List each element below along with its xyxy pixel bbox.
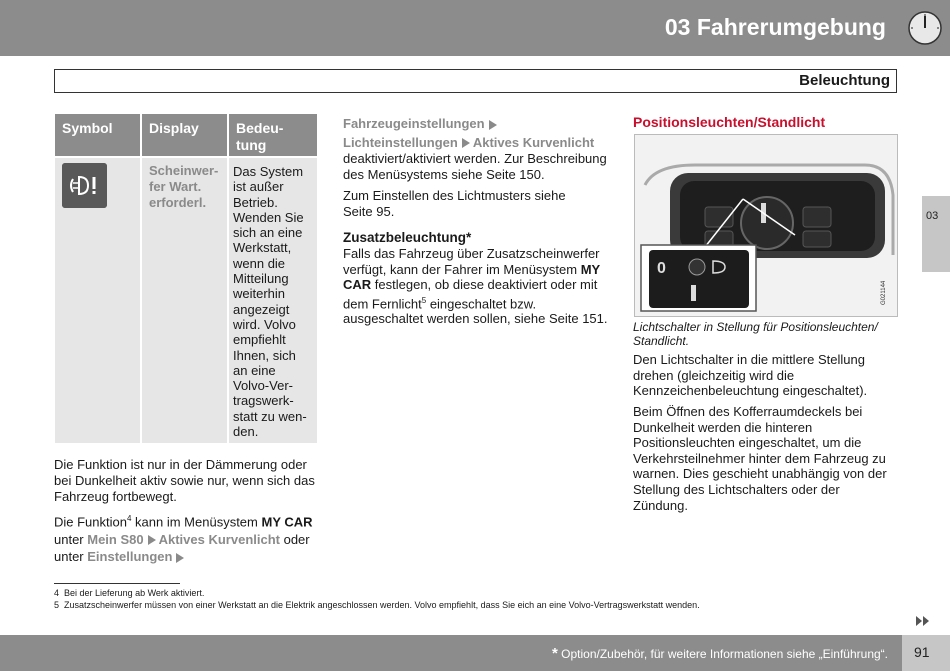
middle-paragraph-2: Zum Einstellen des Lichtmusters siehe Seite 95. [343, 188, 566, 219]
footnote: 5 Zusatzscheinwerfer müssen von einer Werkstatt an die Elektrik angeschlossen werden. Volvo empfiehlt, dass Sie eich an eine Volvo-Vertragswerkstatt wenden. [54, 600, 700, 610]
compass-icon [907, 10, 943, 46]
figure-code: G021144 [881, 280, 887, 305]
chapter-title: 03 Fahrerumgebung [664, 14, 886, 40]
meaning-text: Das System ist außer Betrieb. Wenden Sie sich an eine Werkstatt, wenn die Mitteilung weiterhin angezeigt wird. Volvo empfiehlt Ihnen, sich an eine Volvo-Ver- tragswerk- statt zu wen- den. [233, 164, 307, 440]
table-header-symbol: Symbol [55, 114, 140, 156]
page-number: 91 [914, 644, 930, 660]
right-paragraph-1: Den Lichtschalter in die mittlere Stellung drehen (gleichzeitig wird die Kennzeichenbeleuchtung eingeschaltet). [633, 352, 868, 399]
footnote: 4 Bei der Lieferung ab Werk aktiviert. [54, 588, 205, 598]
menu-path-link[interactable]: Einstellungen [87, 549, 173, 565]
light-switch-figure [634, 134, 898, 317]
table-cell-meaning [229, 158, 317, 443]
section-header [54, 69, 897, 93]
switch-position-zero: 0 [657, 260, 666, 277]
left-paragraph-1: Die Funktion ist nur in der Dämmerung oder bei Dunkelheit aktiv sowie nur, wenn sich das Fahrzeug fortbewegt. [54, 457, 315, 504]
chapter-side-tab[interactable] [922, 196, 950, 272]
header-bar [0, 0, 950, 56]
menu-path-link[interactable]: Aktives Kurvenlicht [472, 134, 595, 150]
headlight-warning-icon [62, 163, 107, 208]
middle-heading: Zusatzbeleuchtung* [343, 230, 472, 245]
right-paragraph-2: Beim Öffnen des Kofferraumdeckels bei Dunkelheit werden die hinteren Positionsleuchten eingeschaltet, um die Verkehrsteilnehmer hinter dem Fahrzeug zu warnen. Dies geschieht unabhängig von der Stellung des Lichtschalters oder der Zündung. [633, 404, 887, 513]
menu-path-link[interactable]: Fahrzeugeinstellungen [343, 116, 485, 131]
section-title: Beleuchtung [799, 72, 890, 89]
arrow-right-icon [489, 120, 497, 130]
display-message: Scheinwer- fer Wart. erforderl. [149, 163, 219, 210]
side-tab-label: 03 [926, 210, 939, 222]
footer-bar [0, 635, 950, 671]
middle-menu-path [343, 115, 613, 152]
menu-path-link[interactable]: Lichteinstellungen [343, 134, 458, 150]
footnote-divider [54, 583, 180, 584]
menu-path-link[interactable]: Mein S80 [87, 531, 144, 547]
table-cell-display [142, 158, 227, 443]
middle-paragraph-1: deaktiviert/aktiviert werden. Zur Beschreibung des Menüsystems siehe Seite 150. [343, 151, 607, 182]
table-cell-symbol [55, 158, 140, 443]
middle-paragraph-3: Falls das Fahrzeug über Zusatzscheinwerfer verfügt, kann der Fahrer im Menüsystem MY CAR festlegen, ob diese deaktiviert oder mit dem Fernlicht$^5$ eingeschaltet bzw. ausgeschaltet werden sollen, siehe Seite 151. [343, 246, 608, 327]
arrow-right-icon [176, 553, 184, 563]
menu-path-link[interactable]: Aktives Kurvenlicht [158, 531, 280, 547]
left-paragraph-2: Die Funktion$^4$ kann im Menüsystem MY CAR unter Mein S80 Aktives Kurvenlicht oder unter Einstellungen [54, 514, 313, 565]
next-page-icon[interactable] [916, 616, 930, 626]
table-header-meaning: Bedeu- tung [229, 114, 317, 156]
light-switch-illustration [635, 135, 897, 316]
arrow-right-icon [148, 535, 156, 545]
footer-note: * Option/Zubehör, für weitere Informationen siehe „Einführung“. [551, 645, 888, 662]
figure-caption: Lichtschalter in Stellung für Positionsleuchten/ Standlicht. [633, 320, 878, 348]
table-header-display: Display [142, 114, 227, 156]
page-number-box [902, 635, 950, 671]
right-heading: Positionsleuchten/Standlicht [633, 114, 826, 130]
arrow-right-icon [462, 138, 470, 148]
symbol-table [55, 114, 317, 443]
